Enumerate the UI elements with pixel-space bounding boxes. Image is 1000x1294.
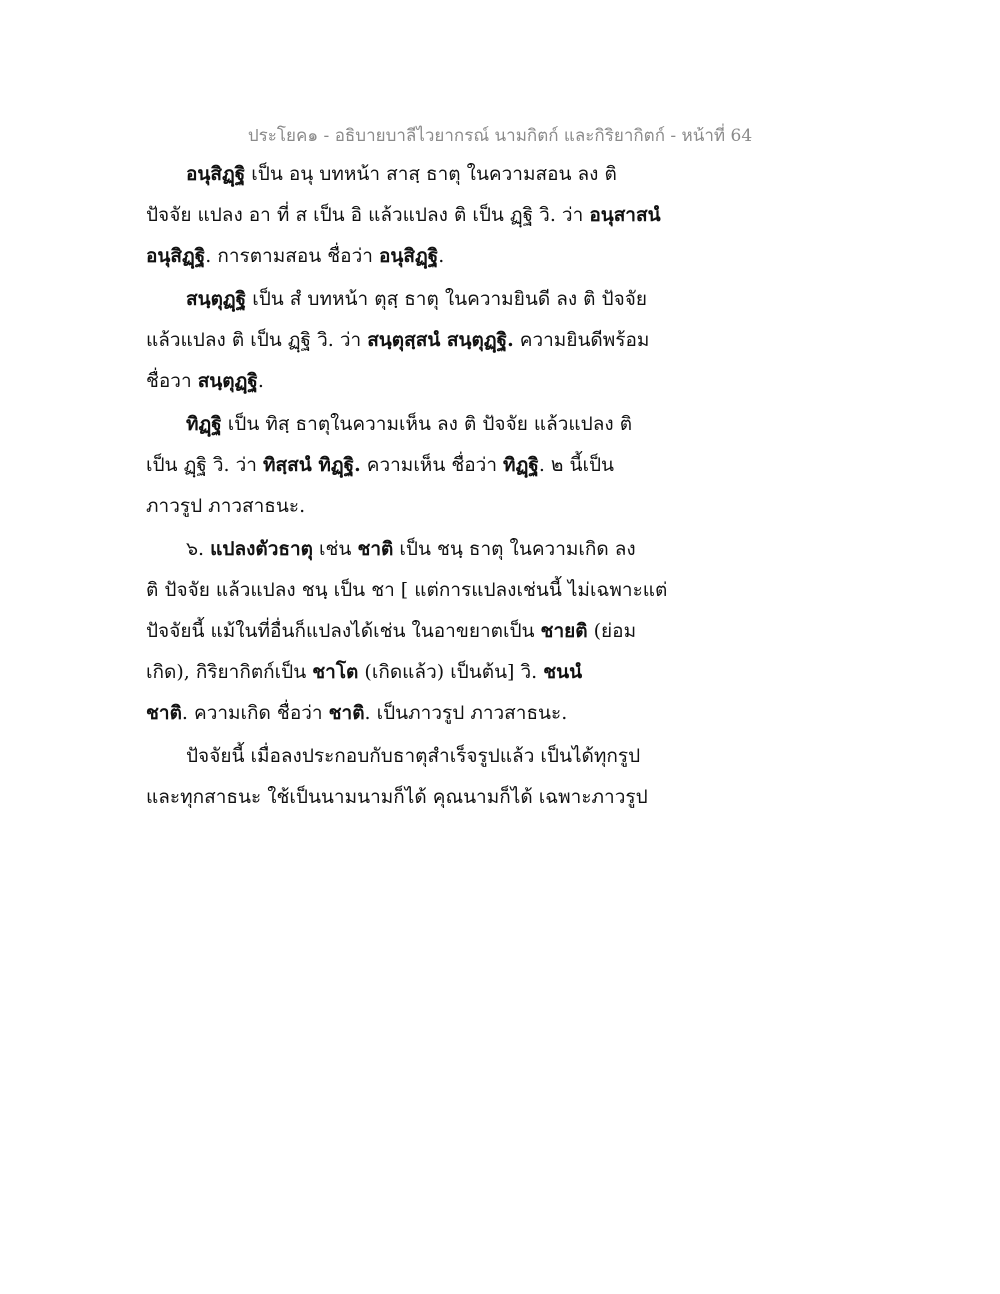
paragraph-line <box>146 361 691 402</box>
bold-term: ชายติ <box>540 620 588 642</box>
text-run: ความยินดีพร้อม <box>513 329 650 351</box>
paragraph-first-line <box>146 279 691 320</box>
paragraph-line <box>146 320 691 361</box>
bold-term: ชนนํ <box>543 661 583 683</box>
text-run: . ความเกิด ชื่อว่า <box>181 702 329 724</box>
paragraph-line <box>146 611 691 652</box>
running-header: ประโยค๑ - อธิบายบาลีไวยากรณ์ นามกิตก์ และกิริยากิตก์ - หน้าที่ 64 <box>247 126 753 146</box>
text-run: . การตามสอน ชื่อว่า <box>205 245 379 267</box>
bold-term: ชาติ <box>357 538 394 560</box>
paragraph-line <box>146 570 691 611</box>
text-run: . เป็นภาวรูป ภาวสาธนะ. <box>364 702 568 724</box>
bold-term: ทิฏฺฐิ <box>186 413 222 435</box>
text-run: ปัจจัย แปลง อา ที่ ส เป็น อิ แล้วแปลง ติ เป็น ฏฺฐิ วิ. ว่า <box>146 204 590 226</box>
text-run: ชื่อวา <box>146 370 198 392</box>
text-run: เป็น ฏฺฐิ วิ. ว่า <box>146 454 263 476</box>
text-run: ติ ปัจจัย แล้วแปลง ชนฺ เป็น ชา [ แต่การแปลงเช่นนี้ ไม่เฉพาะแต่ <box>146 579 668 601</box>
paragraph-line <box>146 693 691 734</box>
text-run: เป็น อนุ บทหน้า สาสฺ ธาตุ ในความสอน ลง ติ <box>245 163 617 185</box>
text-run: (ย่อม <box>587 620 637 642</box>
text-run: . <box>257 370 264 392</box>
paragraph-first-line <box>146 736 691 777</box>
bold-term: ชาโต <box>312 661 359 683</box>
paragraph-line <box>146 445 691 486</box>
bold-term: อนุสิฏฺฐิ <box>378 245 439 267</box>
text-run: . <box>438 245 445 267</box>
text-run: ความเห็น ชื่อว่า <box>360 454 504 476</box>
text-run: เป็น ทิสฺ ธาตุในความเห็น ลง ติ ปัจจัย แล้วแปลง ติ <box>221 413 633 435</box>
paragraph-first-line <box>146 154 691 195</box>
text-run: ภาวรูป ภาวสาธนะ. <box>146 495 306 517</box>
bold-term: อนุสิฏฺฐิ <box>186 163 246 185</box>
text-run: ฺ เป็น สํ บทหน้า ตุสฺ ธาตุ ในความยินดี ลง ติ ปัจจัย <box>246 288 647 310</box>
bold-term: สนฺตุสฺสนํ สนฺตุฏฺฐิ. <box>367 329 514 351</box>
text-run: แล้วแปลง ติ เป็น ฏฺฐิ วิ. ว่า <box>146 329 368 351</box>
paragraph-line <box>146 195 691 236</box>
bold-term: อนุสิฏฺฐิ <box>146 245 206 267</box>
paragraph-line <box>146 236 691 277</box>
bold-term: สนฺตุฏฺฐิ <box>197 370 258 392</box>
body-text <box>146 154 691 818</box>
text-run: เป็น ชนฺ ธาตุ ในความเกิด ลง <box>393 538 636 560</box>
paragraph-line <box>146 652 691 693</box>
text-run: และทุกสาธนะ ใช้เป็นนามนามก็ได้ คุณนามก็ได้ เฉพาะภาวรูป <box>146 786 648 808</box>
text-run: เช่น <box>312 538 358 560</box>
bold-term: ชาติ <box>146 702 182 724</box>
bold-term: แปลงตัวธาตุ <box>210 538 313 560</box>
paragraph-line <box>146 777 691 818</box>
bold-term: ทิสฺสนํ ทิฏฺฐิ. <box>263 454 361 476</box>
text-run: ปัจจัยนี้ แม้ในที่อื่นก็แปลงได้เช่น ในอาขยาตเป็น <box>146 620 541 642</box>
bold-term: ชาติ <box>328 702 365 724</box>
text-run: . ๒ นี้เป็น <box>538 454 614 476</box>
bold-term: สนฺตุฏฺฐิ <box>186 288 247 310</box>
paragraph-line <box>146 486 691 527</box>
paragraph-first-line <box>146 404 691 445</box>
text-run: (เกิดแล้ว) เป็นต้น] วิ. <box>358 661 544 683</box>
bold-term: อนุสาสนํ <box>589 204 661 226</box>
paragraph-first-line <box>146 529 691 570</box>
text-run: ๖. <box>186 538 211 560</box>
text-run: เกิด), กิริยากิตก์เป็น <box>146 661 313 683</box>
bold-term: ทิฏฺฐิ <box>503 454 539 476</box>
text-run: ปัจจัยนี้ เมื่อลงประกอบกับธาตุสำเร็จรูปแล้ว เป็นได้ทุกรูป <box>186 745 641 767</box>
